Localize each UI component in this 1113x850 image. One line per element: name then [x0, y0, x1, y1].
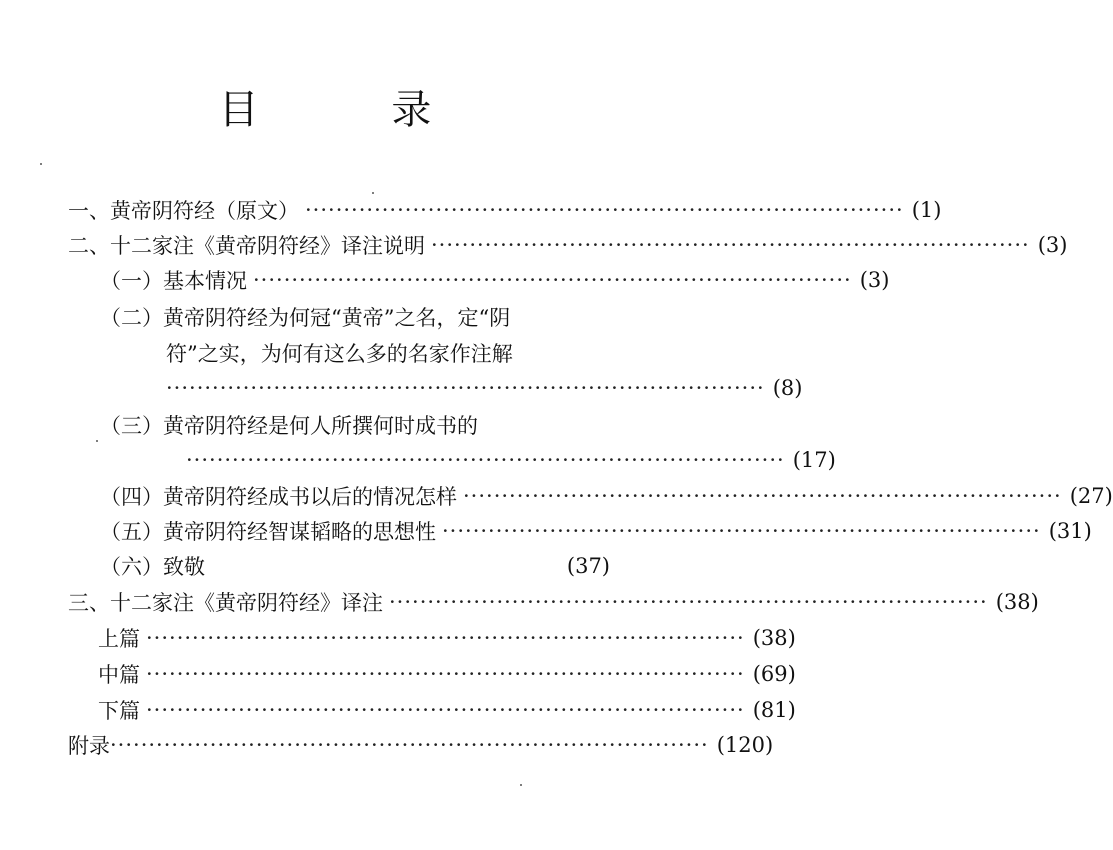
entry-title-line2: 符”之实，为何有这么多的名家作注解	[166, 342, 513, 366]
entry-number: （一）	[100, 269, 163, 293]
entry-title: 十二家注《黄帝阴符经》译注说明	[110, 234, 425, 258]
entry-title-line1: 黄帝阴符经为何冠“黄帝”之名，定“阴	[163, 306, 511, 330]
entry-page: (38)	[752, 626, 796, 650]
entry-page: (17)	[792, 448, 836, 472]
entry-title: 黄帝阴符经（原文）	[110, 199, 299, 223]
entry-number: 一、	[68, 199, 110, 223]
leader-dots: ··············································································	[146, 626, 745, 650]
entry-title: 下篇	[98, 699, 140, 723]
entry-title: 黄帝阴符经是何人所撰何时成书的	[163, 414, 478, 438]
entry-title: 十二家注《黄帝阴符经》译注	[110, 591, 383, 615]
entry-page: (8)	[772, 376, 803, 400]
leader-dots: ··············································································	[110, 733, 709, 757]
toc-entry-line1	[100, 411, 610, 439]
toc-entry	[98, 696, 796, 724]
leader-dots: ··············································································	[389, 590, 988, 614]
scan-speck	[372, 192, 374, 194]
entry-page: (81)	[752, 698, 796, 722]
toc-entry-line1	[100, 303, 610, 331]
leader-dots: ··············································································	[442, 519, 1041, 543]
entry-number: 二、	[68, 234, 110, 258]
entry-page: (27)	[1069, 484, 1113, 508]
toc-entry	[98, 660, 796, 688]
scan-speck	[520, 784, 522, 786]
toc-entry	[98, 624, 796, 652]
leader-dots: ··············································································	[146, 662, 745, 686]
toc-entry	[100, 552, 610, 580]
toc-entry-leader	[186, 446, 836, 474]
entry-page: (3)	[859, 268, 890, 292]
toc-entry-line2	[166, 339, 610, 367]
entry-page: (38)	[995, 590, 1039, 614]
toc-entry	[68, 588, 1039, 616]
entry-number: （四）	[100, 485, 163, 509]
entry-title: 致敬	[163, 555, 205, 579]
toc-entry-leader	[166, 374, 803, 402]
entry-page: (1)	[911, 198, 942, 222]
entry-number: （五）	[100, 520, 163, 544]
entry-title: 中篇	[98, 663, 140, 687]
page-title: 目 录	[218, 87, 492, 133]
entry-page: (31)	[1048, 519, 1092, 543]
toc-entry	[68, 196, 942, 224]
entry-page: (37)	[566, 554, 610, 578]
entry-title: 基本情况	[163, 269, 247, 293]
entry-page: (120)	[716, 733, 774, 757]
leader-dots: ··············································································	[305, 198, 904, 222]
toc-entry	[68, 731, 774, 759]
entry-title: 黄帝阴符经智谋韬略的思想性	[163, 520, 436, 544]
leader-dots: ··············································································	[186, 448, 785, 472]
leader-dots: ··············································································	[463, 484, 1062, 508]
scan-speck	[40, 163, 42, 165]
entry-page: (3)	[1037, 233, 1068, 257]
leader-dots: ··············································································	[253, 268, 852, 292]
entry-number: （二）	[100, 306, 163, 330]
leader-dots: ··············································································	[146, 698, 745, 722]
entry-title: 上篇	[98, 627, 140, 651]
toc-entry	[68, 231, 1068, 259]
entry-title: 附录	[68, 734, 110, 758]
toc-entry	[100, 517, 1092, 545]
entry-page: (69)	[752, 662, 796, 686]
entry-number: （三）	[100, 414, 163, 438]
leader-dots: ··············································································	[166, 376, 765, 400]
entry-number: （六）	[100, 555, 163, 579]
leader-dots: ··············································································	[431, 233, 1030, 257]
entry-title: 黄帝阴符经成书以后的情况怎样	[163, 485, 457, 509]
toc-entry	[100, 482, 1113, 510]
scan-speck	[96, 440, 98, 442]
entry-number: 三、	[68, 591, 110, 615]
toc-entry	[100, 266, 890, 294]
